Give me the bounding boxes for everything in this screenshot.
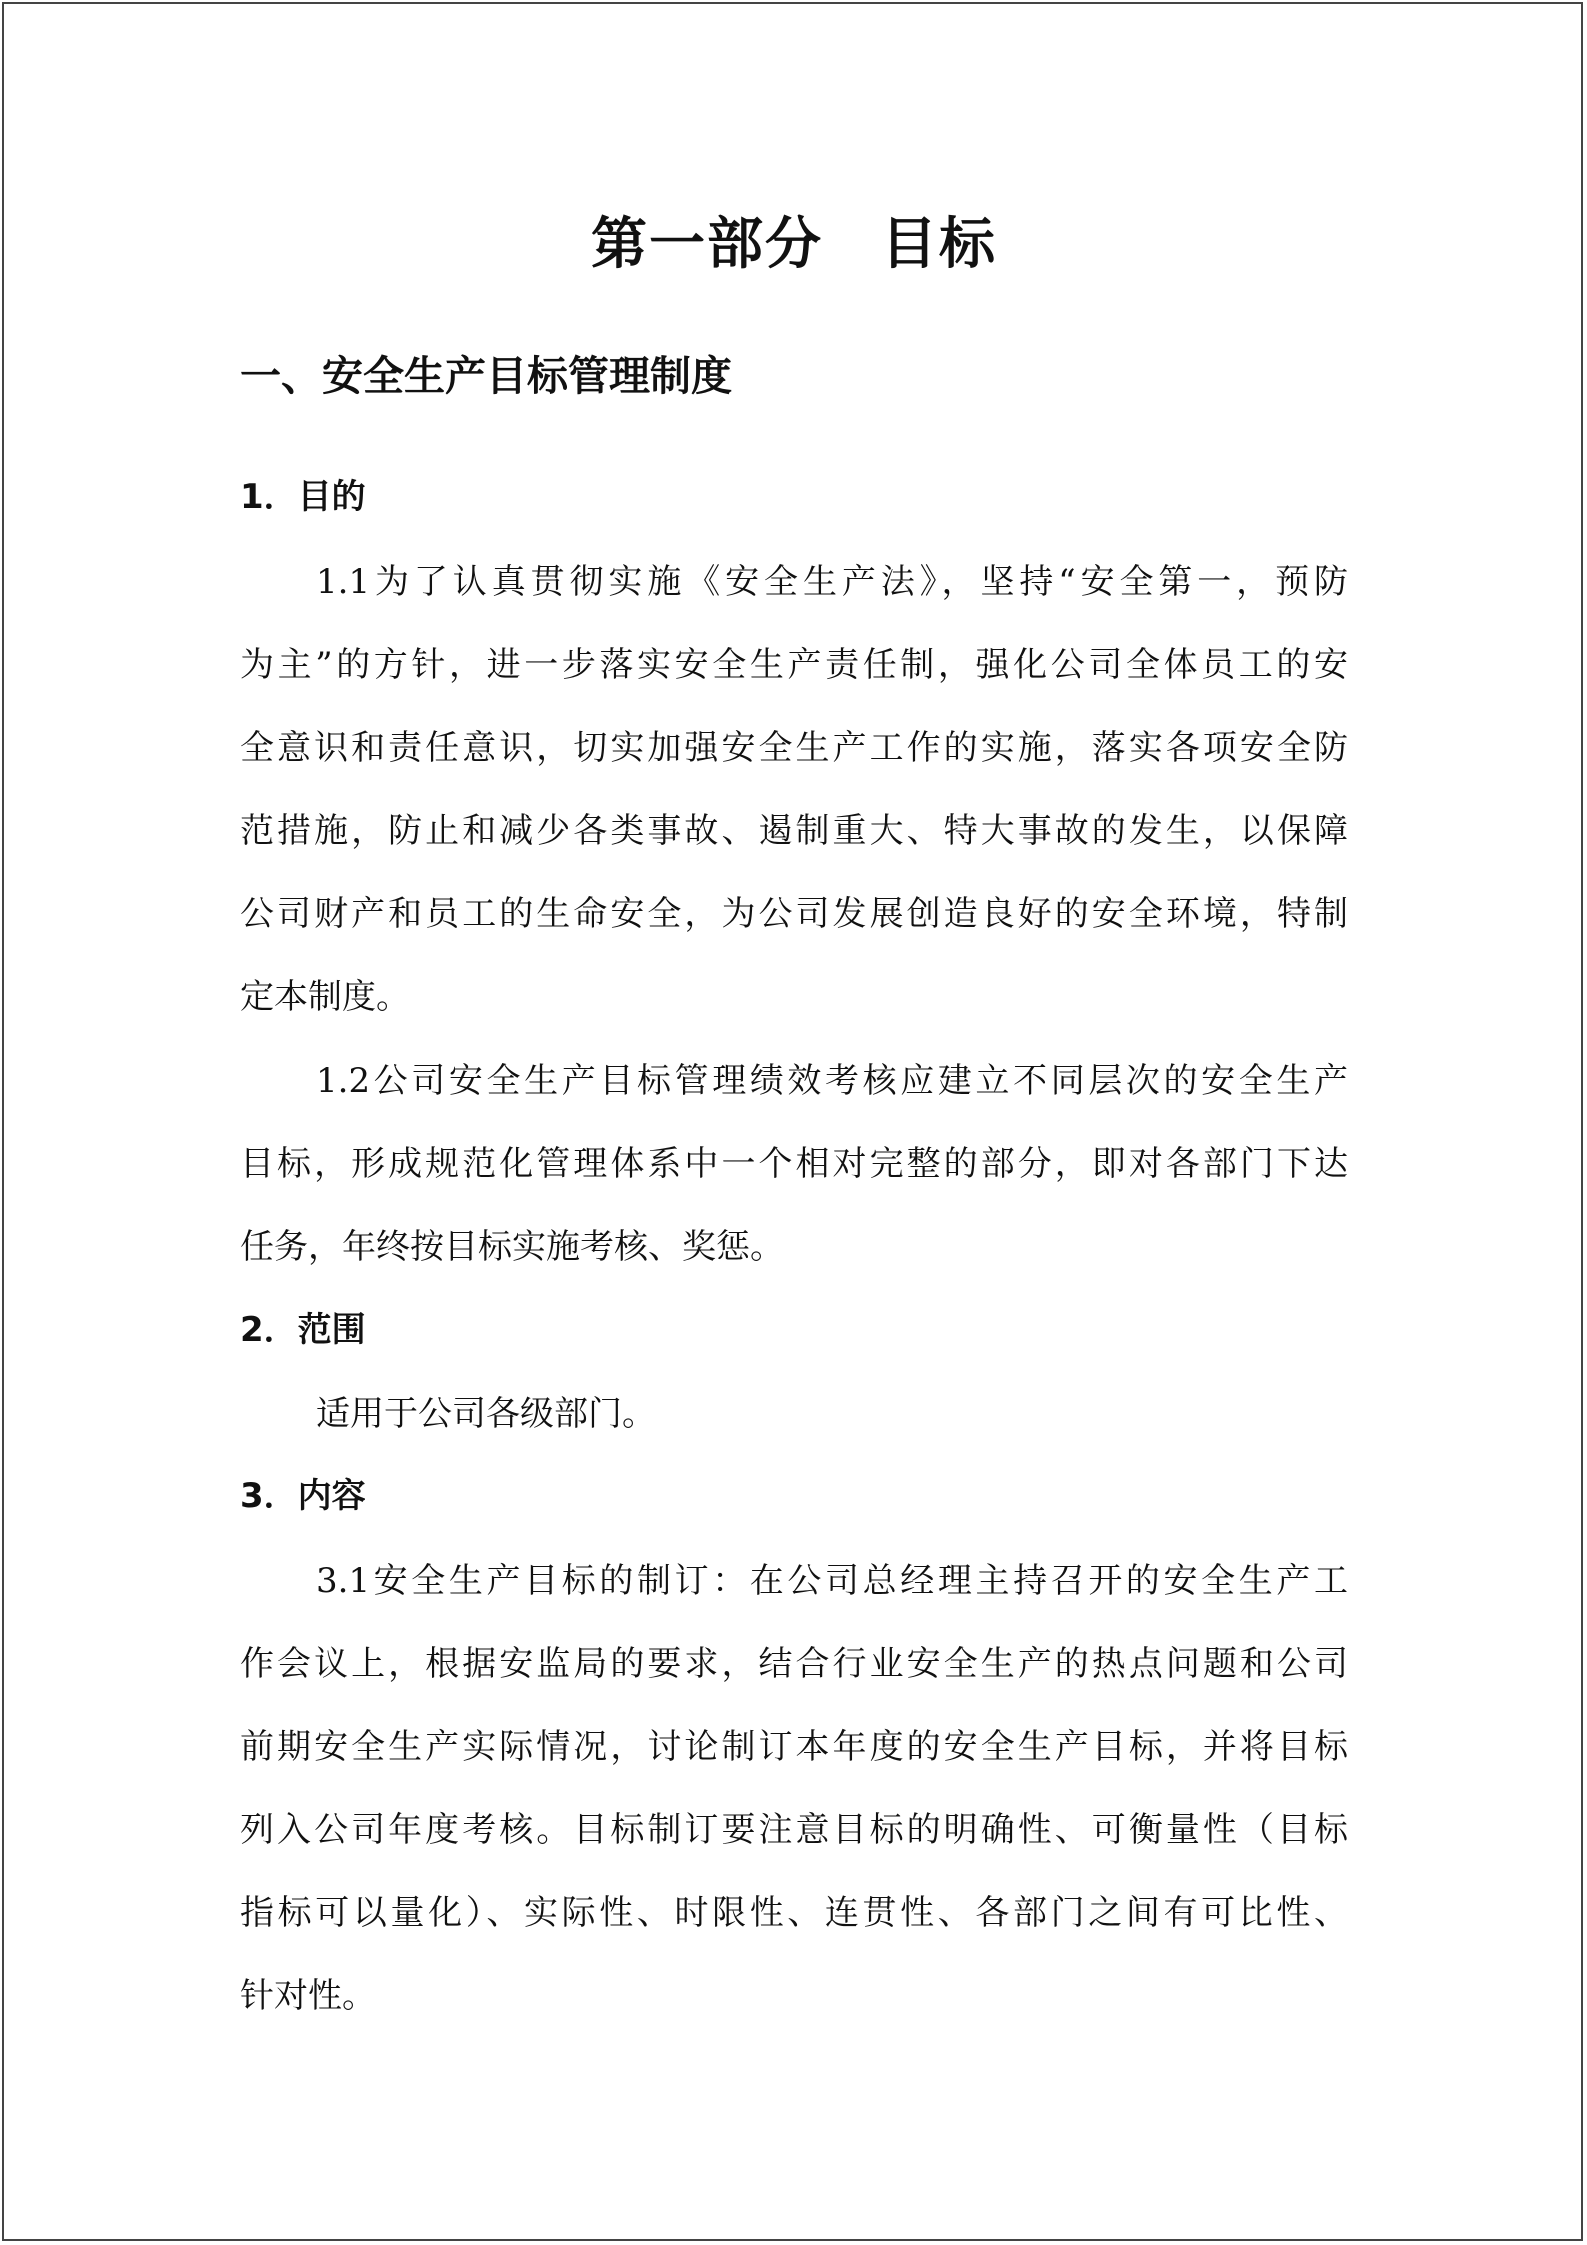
paragraph-line: 目标，形成规范化管理体系中一个相对完整的部分，即对各部门下达 [240, 1144, 1348, 1184]
paragraph-line: 3.1安全生产目标的制订：在公司总经理主持召开的安全生产工 [316, 1561, 1348, 1601]
paragraph-line: 针对性。 [240, 1976, 376, 2016]
paragraph-line: 指标可以量化）、实际性、时限性、连贯性、各部门之间有可比性、 [240, 1893, 1348, 1933]
paragraph-1-2 [240, 1040, 1348, 1289]
paragraph-scope [240, 1373, 1348, 1456]
subheading-purpose: 1．目的 [240, 477, 366, 517]
paragraph-line: 适用于公司各级部门。 [316, 1394, 656, 1434]
paragraph-3-1 [240, 1540, 1348, 2038]
paragraph-line: 前期安全生产实际情况，讨论制订本年度的安全生产目标，并将目标 [240, 1727, 1348, 1767]
paragraph-line: 为主”的方针，进一步落实安全生产责任制，强化公司全体员工的安 [240, 645, 1348, 685]
paragraph-line: 范措施，防止和减少各类事故、遏制重大、特大事故的发生，以保障 [240, 811, 1348, 851]
subheading-content: 3．内容 [240, 1476, 366, 1516]
paragraph-line: 1.1为了认真贯彻实施《安全生产法》，坚持“安全第一，预防 [316, 562, 1348, 602]
paragraph-line: 列入公司年度考核。目标制订要注意目标的明确性、可衡量性（目标 [240, 1810, 1348, 1850]
paragraph-1-1 [240, 541, 1348, 1039]
paragraph-line: 公司财产和员工的生命安全，为公司发展创造良好的安全环境，特制 [240, 894, 1348, 934]
document-title: 第一部分 目标 [591, 212, 997, 277]
paragraph-line: 1.2公司安全生产目标管理绩效考核应建立不同层次的安全生产 [316, 1061, 1348, 1101]
subheading-scope: 2．范围 [240, 1310, 366, 1350]
section-heading: 一、安全生产目标管理制度 [240, 352, 732, 400]
paragraph-line: 定本制度。 [240, 977, 410, 1017]
paragraph-line: 作会议上，根据安监局的要求，结合行业安全生产的热点问题和公司 [240, 1644, 1348, 1684]
paragraph-line: 任务，年终按目标实施考核、奖惩。 [240, 1227, 784, 1267]
paragraph-line: 全意识和责任意识，切实加强安全生产工作的实施，落实各项安全防 [240, 728, 1348, 768]
